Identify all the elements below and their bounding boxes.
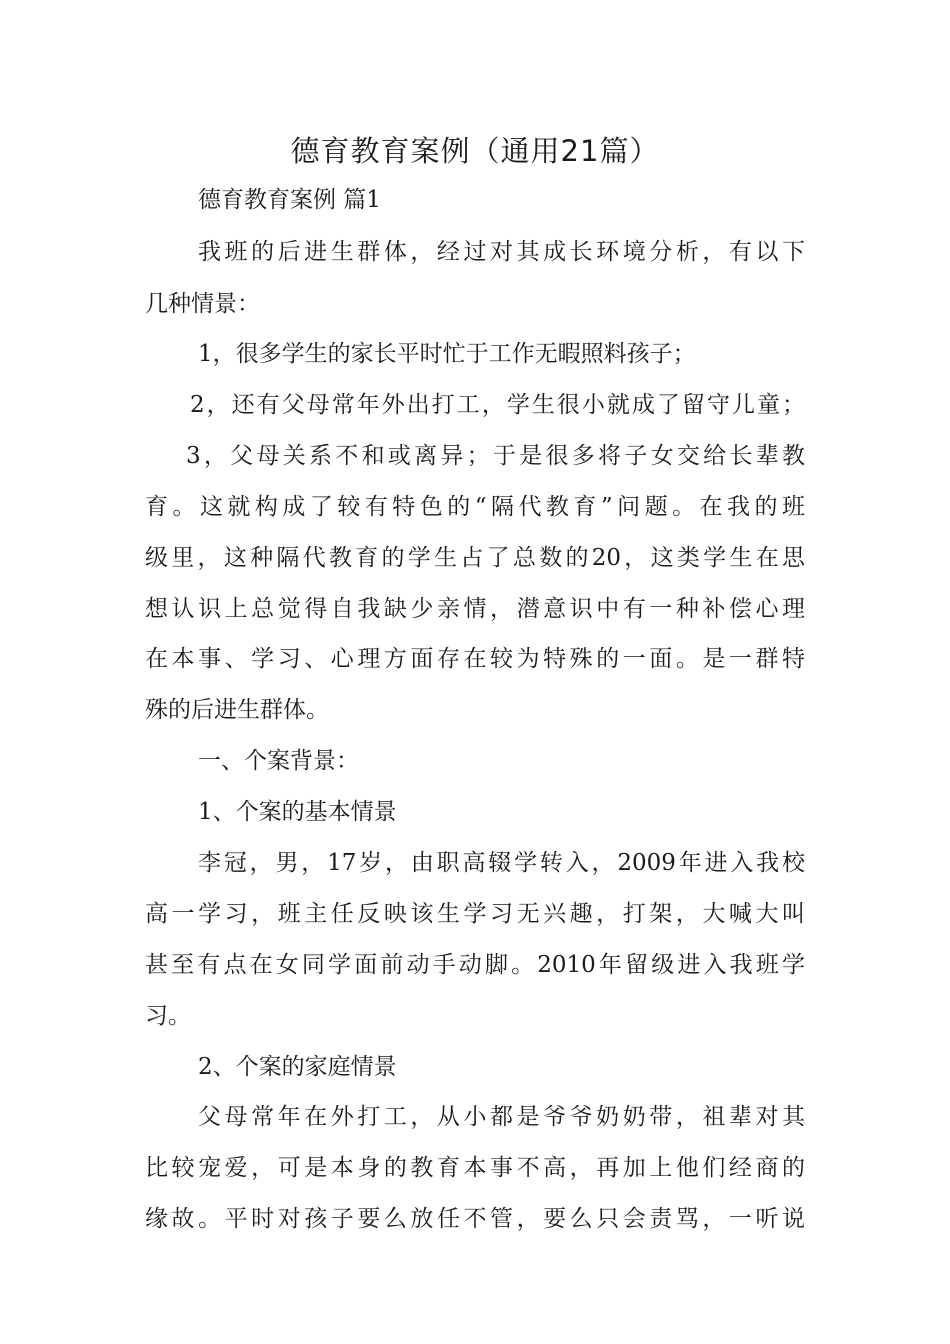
paragraph-line: 高一学习，班主任反映该生学习无兴趣，打架，大喊大叫 <box>145 901 805 927</box>
paragraph-line: 父母常年在外打工，从小都是爷爷奶奶带，祖辈对其 <box>198 1104 805 1130</box>
paragraph-line: 习。 <box>145 1003 191 1029</box>
paragraph-line: 育。这就构成了较有特色的“隔代教育”问题。在我的班 <box>145 494 805 520</box>
paragraph-line: 2，还有父母常年外出打工，学生很小就成了留守儿童； <box>190 392 805 418</box>
paragraph-line: 比较宠爱，可是本身的教育本事不高，再加上他们经商的 <box>145 1155 805 1181</box>
subsection-heading: 2、个案的家庭情景 <box>198 1054 397 1080</box>
paragraph-line: 想认识上总觉得自我缺少亲情，潜意识中有一种补偿心理 <box>145 596 805 622</box>
paragraph-line: 甚至有点在女同学面前动手动脚。2010年留级进入我班学 <box>145 952 805 978</box>
document-title: 德育教育案例（通用21篇） <box>290 134 660 168</box>
section-heading: 德育教育案例 篇1 <box>198 187 381 213</box>
paragraph-line: 在本事、学习、心理方面存在较为特殊的一面。是一群特 <box>145 646 805 672</box>
paragraph-line: 几种情景： <box>145 291 260 317</box>
paragraph-line: 我班的后进生群体，经过对其成长环境分析，有以下 <box>198 239 805 265</box>
subsection-heading: 1、个案的基本情景 <box>198 799 397 825</box>
section-heading: 一、个案背景： <box>198 748 359 774</box>
paragraph-line: 1，很多学生的家长平时忙于工作无暇照料孩子； <box>198 341 696 367</box>
paragraph-line: 李冠，男，17岁，由职高辍学转入，2009年进入我校 <box>198 850 805 876</box>
paragraph-line: 级里，这种隔代教育的学生占了总数的20，这类学生在思 <box>145 545 805 571</box>
paragraph-line: 3，父母关系不和或离异；于是很多将子女交给长辈教 <box>186 443 805 469</box>
paragraph-line: 殊的后进生群体。 <box>145 697 329 723</box>
paragraph-line: 缘故。平时对孩子要么放任不管，要么只会责骂，一听说 <box>145 1206 805 1232</box>
